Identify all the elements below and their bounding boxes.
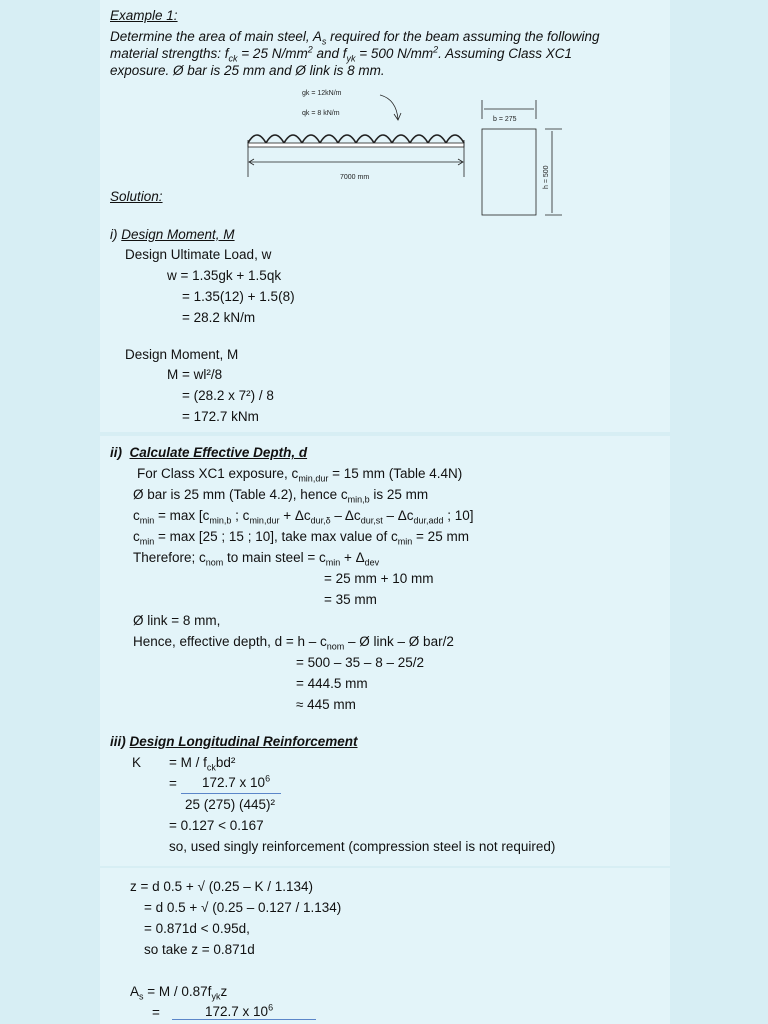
m-eq-2: = (28.2 x 7²) / 8 xyxy=(182,388,274,403)
as-eq-2-sign: = xyxy=(152,1005,160,1020)
height-label: h = 500 xyxy=(543,165,550,189)
w-eq-1: w = 1.35gk + 1.5qk xyxy=(167,268,282,283)
m-eq-1: M = wl²/8 xyxy=(167,367,223,382)
depth-line-5: Therefore; $c_{nom}$ to main steel = $c_{min} + \Delta_{dev}$ xyxy=(133,550,380,568)
w-eq-3: = 28.2 kN/m xyxy=(182,310,256,325)
distributed-load xyxy=(248,135,464,143)
section-outline xyxy=(482,129,536,215)
z-conclusion: so take z = 0.871d xyxy=(144,942,255,957)
depth-line-7: = 35 mm xyxy=(324,592,377,607)
z-eq-2: = d 0.5 + √ (0.25 – 0.127 / 1.134) xyxy=(144,900,342,915)
moment-heading: Design Moment, M xyxy=(125,347,239,362)
k-eq-3: = 0.127 < 0.167 xyxy=(169,818,264,833)
k-fraction-bar xyxy=(181,793,281,794)
depth-line-10: = 500 – 35 – 8 – 25/2 xyxy=(296,655,424,670)
beam xyxy=(248,143,464,147)
k-conclusion: so, used singly reinforcement (compression steel is not required) xyxy=(169,839,556,854)
beam-diagram xyxy=(240,85,570,220)
as-eq-1: $A_s = M / 0.87f_{yk}z$ xyxy=(130,984,228,1002)
problem-line-1: Determine the area of main steel, $A_s$ required for the beam assuming the following xyxy=(110,29,600,47)
k-fraction-numerator: 172.7 x $10^6$ xyxy=(202,773,271,790)
depth-line-9: Hence, effective depth, $d = h - c_{nom}$ – Ø link – Ø bar/2 xyxy=(133,634,454,652)
solution-heading: Solution: xyxy=(110,189,163,204)
gk-label: gk = 12kN/m xyxy=(302,90,342,97)
as-fraction-bar xyxy=(172,1019,316,1020)
depth-line-6: = 25 mm + 10 mm xyxy=(324,571,434,586)
k-label: K xyxy=(132,755,142,770)
k-eq-1: = M / $f_{ck}bd^2$ xyxy=(169,755,236,773)
span-label: 7000 mm xyxy=(340,174,370,181)
section-1-heading: i) Design Moment, M xyxy=(110,227,235,242)
depth-line-11: = 444.5 mm xyxy=(296,676,368,691)
depth-line-12: ≈ 445 mm xyxy=(296,697,356,712)
section-3-heading: iii) Design Longitudinal Reinforcement xyxy=(110,734,358,749)
depth-line-1: For Class XC1 exposure, $c_{min,dur} = 15$ mm (Table 4.4N) xyxy=(137,466,463,484)
example-heading: Example 1: xyxy=(110,8,178,23)
problem-line-2: material strengths: $f_{ck} = 25$ $N/mm^2$ and $f_{yk} = 500$ $N/mm^2$. Assuming Class XC1 xyxy=(110,44,572,64)
qk-label: qk = 8 kN/m xyxy=(302,110,340,117)
as-fraction-numerator: 172.7 x $10^6$ xyxy=(205,1002,274,1019)
m-eq-3: = 172.7 kNm xyxy=(182,409,259,424)
width-label: b = 275 xyxy=(493,116,517,123)
load-heading: Design Ultimate Load, w xyxy=(125,247,272,262)
z-eq-1: z = d 0.5 + √ (0.25 – K / 1.134) xyxy=(130,879,314,894)
section-2-heading: ii) Calculate Effective Depth, d xyxy=(110,445,308,460)
depth-line-4: $c_{min} = \max [25$ ; 15 ; 10], take max value of $c_{min} = 25$ mm xyxy=(133,529,469,547)
depth-line-8: Ø link = 8 mm, xyxy=(133,613,221,628)
depth-line-3: $c_{min} = \max [c_{min,b}$ ; $c_{min,dur} + \Delta c_{dur,\delta} - \Delta c_{dur,st} - \Delta c_{dur,add}$ ; 10] xyxy=(133,508,474,526)
k-fraction-denominator: 25 (275) (445)² xyxy=(185,797,276,812)
w-eq-2: = 1.35(12) + 1.5(8) xyxy=(182,289,295,304)
problem-line-3: exposure. Ø bar is 25 mm and Ø link is 8 mm. xyxy=(110,63,385,78)
depth-line-2: Ø bar is 25 mm (Table 4.2), hence $c_{min,b}$ is 25 mm xyxy=(133,487,429,505)
z-eq-3: = 0.871d < 0.95d, xyxy=(144,921,250,936)
k-eq-2-sign: = xyxy=(169,776,177,791)
